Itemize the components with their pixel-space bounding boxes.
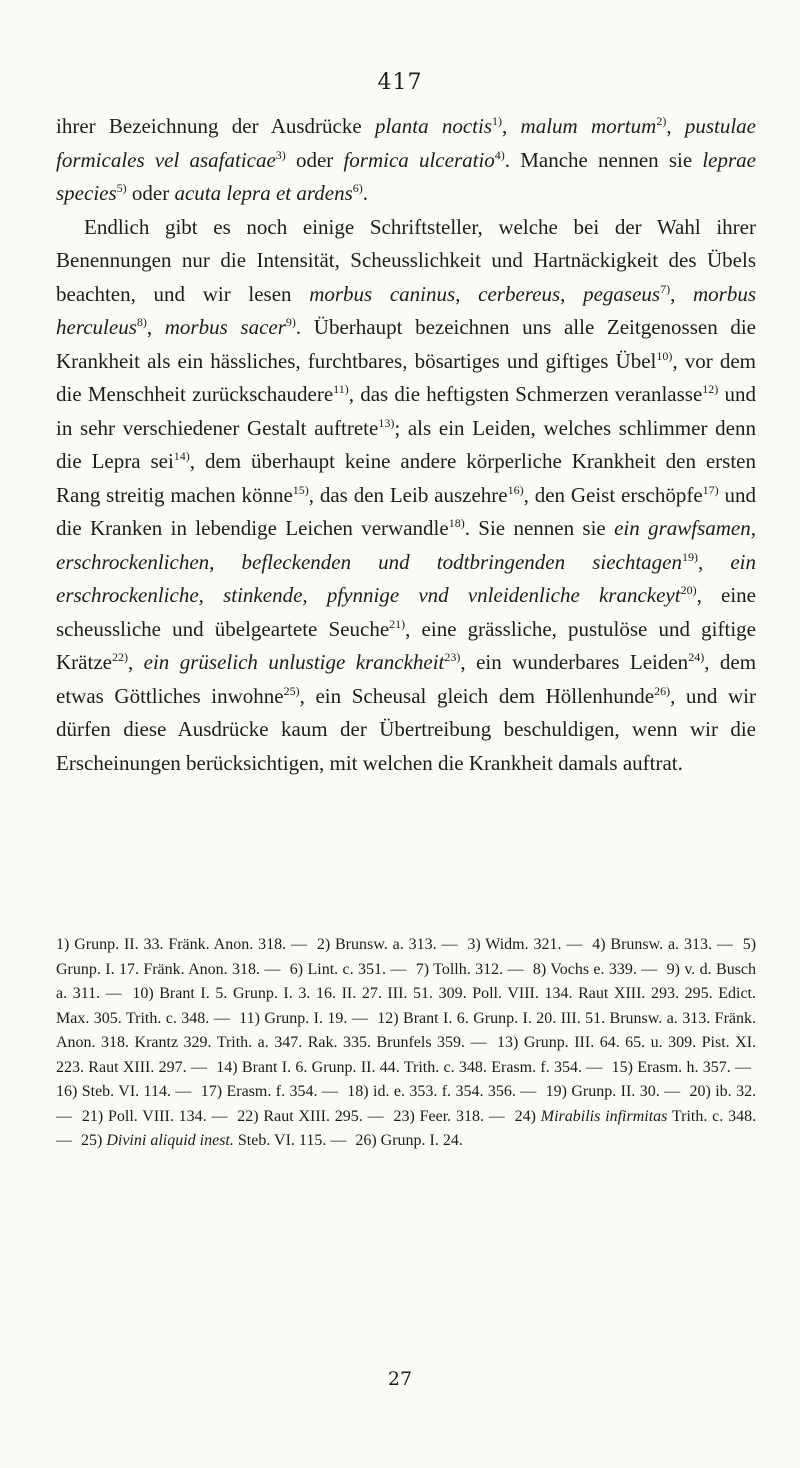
footnote-ref: 16) [507, 482, 524, 497]
text-run: 2) Brunsw. a. 313. — [316, 936, 458, 953]
text-run: , [455, 281, 479, 306]
text-run: , dem überhaupt keine andere körperliche Krankheit den ersten Rang streitig machen könne [56, 449, 757, 507]
footnote [239, 1010, 368, 1027]
footnote-ref: 21) [389, 616, 406, 631]
text-run: 7) Tollh. 312. — [415, 960, 524, 978]
footnote-ref: 2) [656, 114, 667, 128]
text-run: . [362, 181, 369, 205]
footnote-ref: 3) [275, 147, 286, 162]
text-run: , [146, 315, 165, 339]
footnote [290, 961, 407, 978]
footnote [82, 1108, 228, 1125]
footnote-ref: 23) [444, 650, 461, 664]
text-run: , und wir dürfen diese Ausdrücke kaum der Übertreibung beschuldigen, wenn wir die Erscheinungen berücksichtigen, mit welchen die Krankheit damals auftrat. [56, 683, 757, 775]
italic-term: acuta lepra et ardens [174, 181, 353, 205]
text-run: , das die heftigsten Schmerzen veranlasse [348, 382, 703, 406]
footnote [546, 1083, 680, 1100]
text-run: . Überhaupt bezeichnen uns alle Zeitgenossen die Krankheit als ein hässliches, furchtbares, bösartiges und giftiges Übel [56, 315, 757, 373]
footnote [592, 936, 733, 953]
text-run: , [502, 114, 521, 138]
text-run: , eine scheussliche und übelgeartete Seuche [56, 583, 756, 641]
body-text [56, 110, 756, 780]
footnote-ref: 9) [285, 315, 296, 329]
footnote [237, 1108, 383, 1125]
italic-term: Mirabilis infirmitas [540, 1107, 668, 1125]
footnote [533, 961, 657, 978]
text-run: , vor dem die Menschheit zurückschaudere [56, 348, 756, 406]
text-run: 8) Vochs e. 339. — [532, 960, 658, 978]
text-run: , [698, 549, 731, 574]
footnote-ref: 26) [654, 683, 671, 698]
text-run: Trith. c. 348. — [56, 1107, 757, 1149]
paragraph [56, 211, 756, 781]
text-run: , [666, 114, 685, 138]
footnote [317, 936, 458, 953]
italic-term: morbus caninus [309, 281, 456, 306]
text-run: 5) Grunp. I. 17. Fränk. Anon. 318. — [56, 936, 757, 978]
text-run: , ein Scheusal gleich dem Höllenhunde [299, 683, 655, 708]
text-run: , eine grässliche, pustulöse und giftige Krätze [56, 616, 756, 674]
footnote [216, 1059, 602, 1076]
text-run: 11) Grunp. I. 19. — [239, 1009, 368, 1027]
footnote-ref: 14) [173, 449, 190, 463]
text-run: Steb. VI. 115. — [233, 1132, 347, 1149]
italic-term: cerbereus [478, 281, 561, 306]
text-run: 13) Grunp. III. 64. 65. u. 309. Pist. XI. 223. Raut XIII. 297. — [56, 1034, 757, 1076]
paragraph [56, 110, 756, 211]
text-run: 19) Grunp. II. 30. — [545, 1083, 681, 1100]
footnote-ref: 7) [660, 281, 671, 296]
text-run: ihrer Bezeichnung der Ausdrücke [56, 114, 375, 138]
italic-term: ein grüselich unlustige kranckheit [143, 650, 445, 674]
footnote [612, 1059, 751, 1076]
text-run: oder [126, 181, 175, 205]
italic-term: malum mortum [520, 114, 657, 138]
text-run: 15) Erasm. h. 357. — [611, 1058, 752, 1076]
signature-mark: 27 [387, 1368, 413, 1390]
italic-term: leprae species [56, 147, 756, 205]
footnote-ref: 11) [333, 382, 349, 396]
text-run: 12) Brant I. 6. Grunp. I. 20. III. 51. Brunsw. a. 313. Fränk. Anon. 318. Krantz 329. Trith. a. 347. Rak. 335. Brunfels 359. — [56, 1009, 757, 1051]
text-run: 22) Raut XIII. 295. — [237, 1107, 384, 1125]
text-run: , [560, 281, 584, 306]
text-run: 23) Feer. 318. — [393, 1107, 505, 1125]
text-run: , [127, 650, 144, 674]
footnote-ref: 4) [494, 147, 505, 162]
footnote-ref: 13) [378, 415, 395, 430]
text-run: 14) Brant I. 6. Grunp. II. 44. Trith. c. 348. Erasm. f. 354. — [216, 1058, 603, 1076]
footnotes [56, 933, 756, 1154]
footnote-ref: 18) [448, 516, 465, 530]
footnote [201, 1083, 338, 1100]
page-number: 417 [377, 70, 423, 95]
footnote [467, 936, 582, 953]
footnote-ref: 22) [111, 650, 128, 664]
footnote-ref: 19) [682, 549, 698, 564]
text-run: oder [285, 147, 344, 172]
italic-term: morbus sacer [164, 315, 286, 339]
footnote-ref: 12) [702, 382, 719, 396]
text-run: 20) ib. 32. — [56, 1083, 757, 1125]
text-run: , dem etwas Göttliches inwohne [56, 650, 757, 708]
text-run: und die Kranken in lebendige Leichen verwandle [56, 482, 756, 540]
footnote [81, 1132, 346, 1149]
footnote [56, 936, 307, 953]
text-run: 6) Lint. c. 351. — [289, 960, 407, 978]
text-run: 1) Grunp. II. 33. Fränk. Anon. 318. — [56, 936, 307, 953]
text-run: . Manche nennen sie [504, 147, 703, 172]
text-run: , den Geist erschöpfe [523, 482, 703, 507]
text-run: . Sie nennen sie [464, 516, 615, 540]
text-run: 4) Brunsw. a. 313. — [592, 936, 733, 953]
footnote [416, 961, 524, 978]
footnote-ref: 15) [292, 482, 309, 497]
text-run: , das den Leib auszehre [308, 482, 508, 507]
footnote-ref: 10) [656, 348, 673, 363]
footnote [347, 1083, 536, 1100]
text-run: 25) [81, 1132, 107, 1149]
footnote-ref: 6) [352, 181, 363, 195]
footnote-ref: 1) [492, 114, 503, 128]
footnote-ref: 5) [116, 181, 127, 195]
footnote-ref: 17) [702, 482, 719, 497]
italic-term: Divini aliquid inest. [106, 1132, 234, 1149]
italic-term: pustulae formicales vel asafaticae [56, 114, 756, 172]
italic-term: ein erschrockenliche, stinkende, pfynnige vnd vnleidenliche kranckeyt [56, 549, 756, 607]
footnote-ref: 25) [283, 683, 300, 698]
text-run: 18) id. e. 353. f. 354. 356. — [347, 1083, 537, 1100]
italic-term: formica ulceratio [343, 147, 495, 172]
italic-term: ein grawfsamen, erschrockenlichen, befleckenden und todtbringenden siechtagen [56, 516, 757, 574]
text-run: 26) Grunp. I. 24. [355, 1132, 463, 1149]
italic-term: planta noctis [374, 114, 493, 138]
text-run: 17) Erasm. f. 354. — [200, 1083, 338, 1100]
text-run: 3) Widm. 321. — [467, 936, 583, 953]
text-run: 10) Brant I. 5. Grunp. I. 3. 16. II. 27. III. 51. 309. Poll. VIII. 134. Raut XIII. 293. 295. Edict. Max. 305. Trith. c. 348. — [56, 985, 756, 1027]
text-run: Endlich gibt es noch einige Schriftsteller, welche bei der Wahl ihrer Benennungen nur die Intensität, Scheusslichkeit und Hartnäckigkeit des Übels beachten, und wir lesen [56, 214, 756, 306]
text-run: 21) Poll. VIII. 134. — [81, 1107, 228, 1125]
text-run: und in sehr verschiedener Gestalt auftrete [56, 382, 756, 440]
italic-term: pegaseus [583, 281, 661, 306]
text-run: 9) v. d. Busch a. 311. — [56, 960, 757, 1002]
text-run: , ein wunderbares Leiden [460, 650, 689, 674]
footnote-ref: 8) [136, 315, 147, 329]
text-run: 24) [514, 1107, 541, 1125]
text-run: , [670, 281, 693, 306]
text-run: 16) Steb. VI. 114. — [56, 1083, 192, 1100]
italic-term: morbus herculeus [56, 281, 757, 339]
footnote [56, 1083, 191, 1100]
footnote [355, 1132, 463, 1149]
footnote-ref: 20) [680, 583, 697, 597]
footnote [393, 1108, 504, 1125]
text-run: ; als ein Leiden, welches schlimmer denn die Lepra sei [56, 415, 756, 473]
footnote-ref: 24) [688, 650, 705, 664]
